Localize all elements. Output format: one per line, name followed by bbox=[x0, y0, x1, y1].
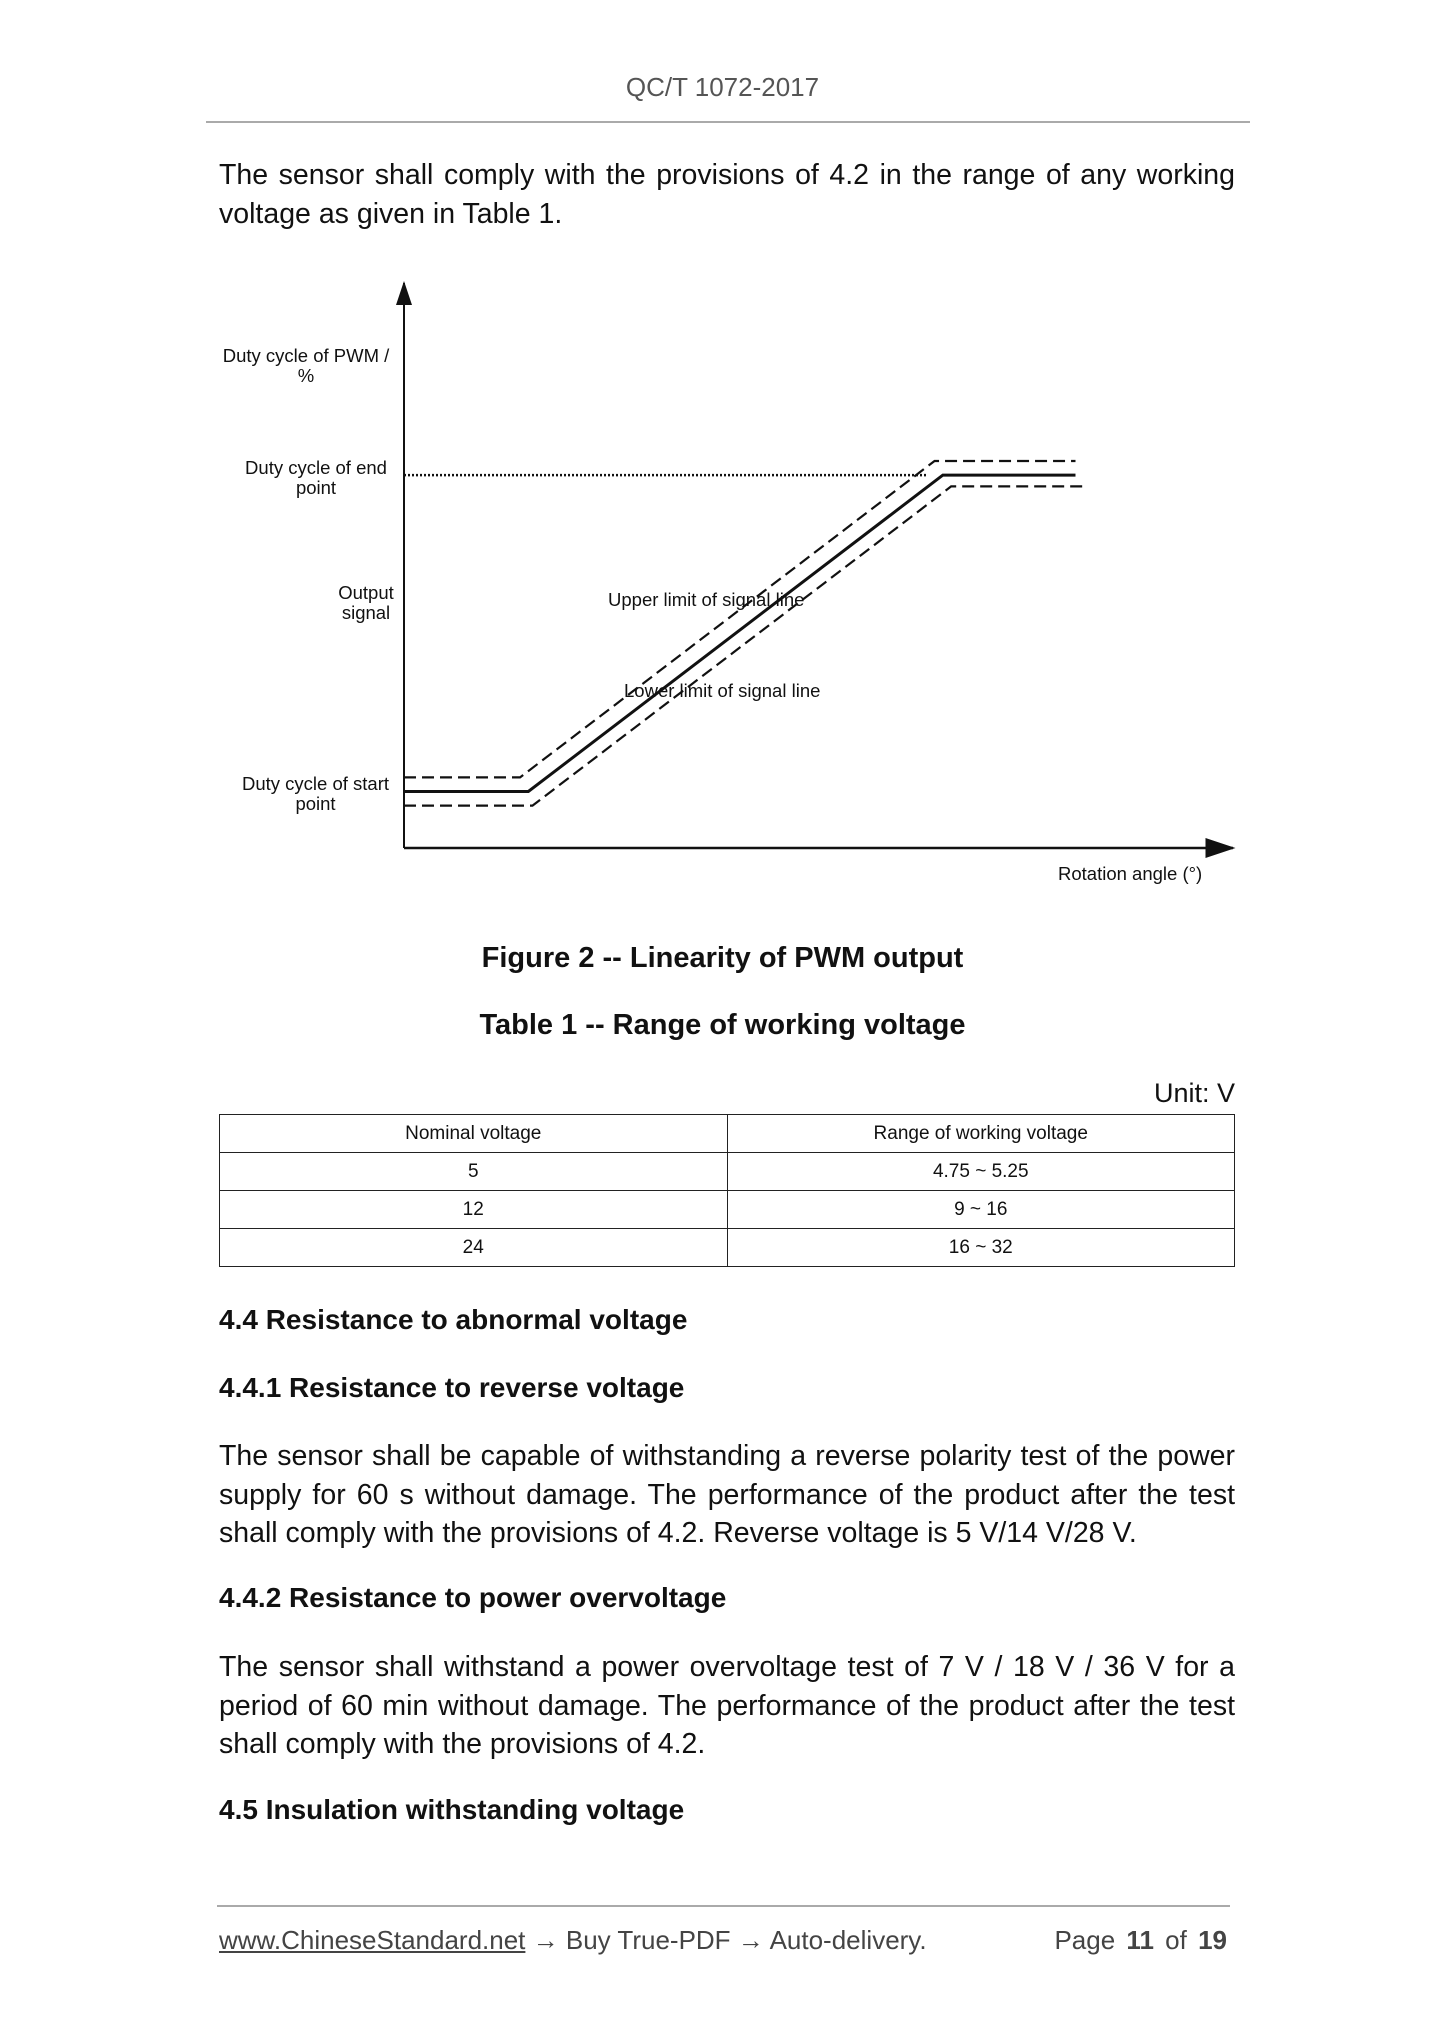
table-cell: 16 ~ 32 bbox=[727, 1229, 1235, 1267]
table-row bbox=[220, 1191, 1235, 1229]
heading-4-5: 4.5 Insulation withstanding voltage bbox=[219, 1794, 685, 1825]
figure-caption: Figure 2 -- Linearity of PWM output bbox=[481, 942, 964, 974]
footer-promo bbox=[219, 1925, 927, 1956]
footer-promo-text: → Buy True-PDF → Auto-delivery. bbox=[525, 1925, 927, 1955]
table-cell: 9 ~ 16 bbox=[727, 1191, 1235, 1229]
heading-4-4-1: 4.4.1 Resistance to reverse voltage bbox=[219, 1372, 685, 1403]
table-cell: 5 bbox=[220, 1153, 728, 1191]
document-id-header: QC/T 1072-2017 bbox=[625, 72, 820, 102]
table-row bbox=[220, 1153, 1235, 1191]
y-axis-label: Duty cycle of PWM / % bbox=[222, 345, 390, 386]
page-word: Page bbox=[1054, 1925, 1116, 1955]
site-link[interactable]: www.ChineseStandard.net bbox=[219, 1925, 526, 1955]
paragraph-4-4-1: The sensor shall be capable of withstanding a reverse polarity test of the power supply for 60 s without damage. The performance of the product after the test shall comply with the provisions of 4.2. Reverse voltage is 5 V/14 V/28 V. bbox=[219, 1440, 1235, 1549]
header-cell: Nominal voltage bbox=[220, 1115, 728, 1153]
intro-paragraph: The sensor shall comply with the provisions of 4.2 in the range of any working voltage as given in Table 1. bbox=[219, 159, 1235, 230]
start-point-label: Duty cycle of start point bbox=[241, 773, 389, 814]
page-indicator bbox=[1054, 1925, 1227, 1956]
pwm-linearity-chart bbox=[0, 0, 1445, 900]
page-total: 19 bbox=[1198, 1925, 1227, 1955]
heading-4-4: 4.4 Resistance to abnormal voltage bbox=[219, 1304, 688, 1335]
table-header-row bbox=[220, 1115, 1235, 1153]
table-cell: 4.75 ~ 5.25 bbox=[727, 1153, 1235, 1191]
of-word: of bbox=[1165, 1925, 1187, 1955]
header-cell: Range of working voltage bbox=[727, 1115, 1235, 1153]
page-number: 11 bbox=[1126, 1925, 1154, 1955]
end-point-label: Duty cycle of end point bbox=[245, 457, 387, 498]
footer-divider bbox=[217, 1905, 1230, 1907]
series-line-lower-limit-of-signal-line bbox=[404, 486, 1084, 805]
table-cell: 12 bbox=[220, 1191, 728, 1229]
paragraph-4-4-2: The sensor shall withstand a power overvoltage test of 7 V / 18 V / 36 V for a period of 60 min without damage. The performance of the product after the test shall comply with the provisions of 4.2. bbox=[219, 1651, 1235, 1760]
series-line-upper-limit-of-signal-line bbox=[404, 461, 1075, 777]
upper-limit-label: Upper limit of signal line bbox=[608, 589, 805, 610]
lower-limit-label: Lower limit of signal line bbox=[624, 680, 821, 701]
x-axis-label: Rotation angle (°) bbox=[1058, 863, 1203, 884]
output-signal-label: Output signal bbox=[338, 582, 394, 623]
series-line-output-signal bbox=[404, 475, 1075, 791]
voltage-table bbox=[219, 1114, 1235, 1267]
table-cell: 24 bbox=[220, 1229, 728, 1267]
table-row bbox=[220, 1229, 1235, 1267]
table-caption: Table 1 -- Range of working voltage bbox=[479, 1009, 966, 1041]
table-unit: Unit: V bbox=[1153, 1078, 1235, 1108]
heading-4-4-2: 4.4.2 Resistance to power overvoltage bbox=[219, 1582, 727, 1613]
